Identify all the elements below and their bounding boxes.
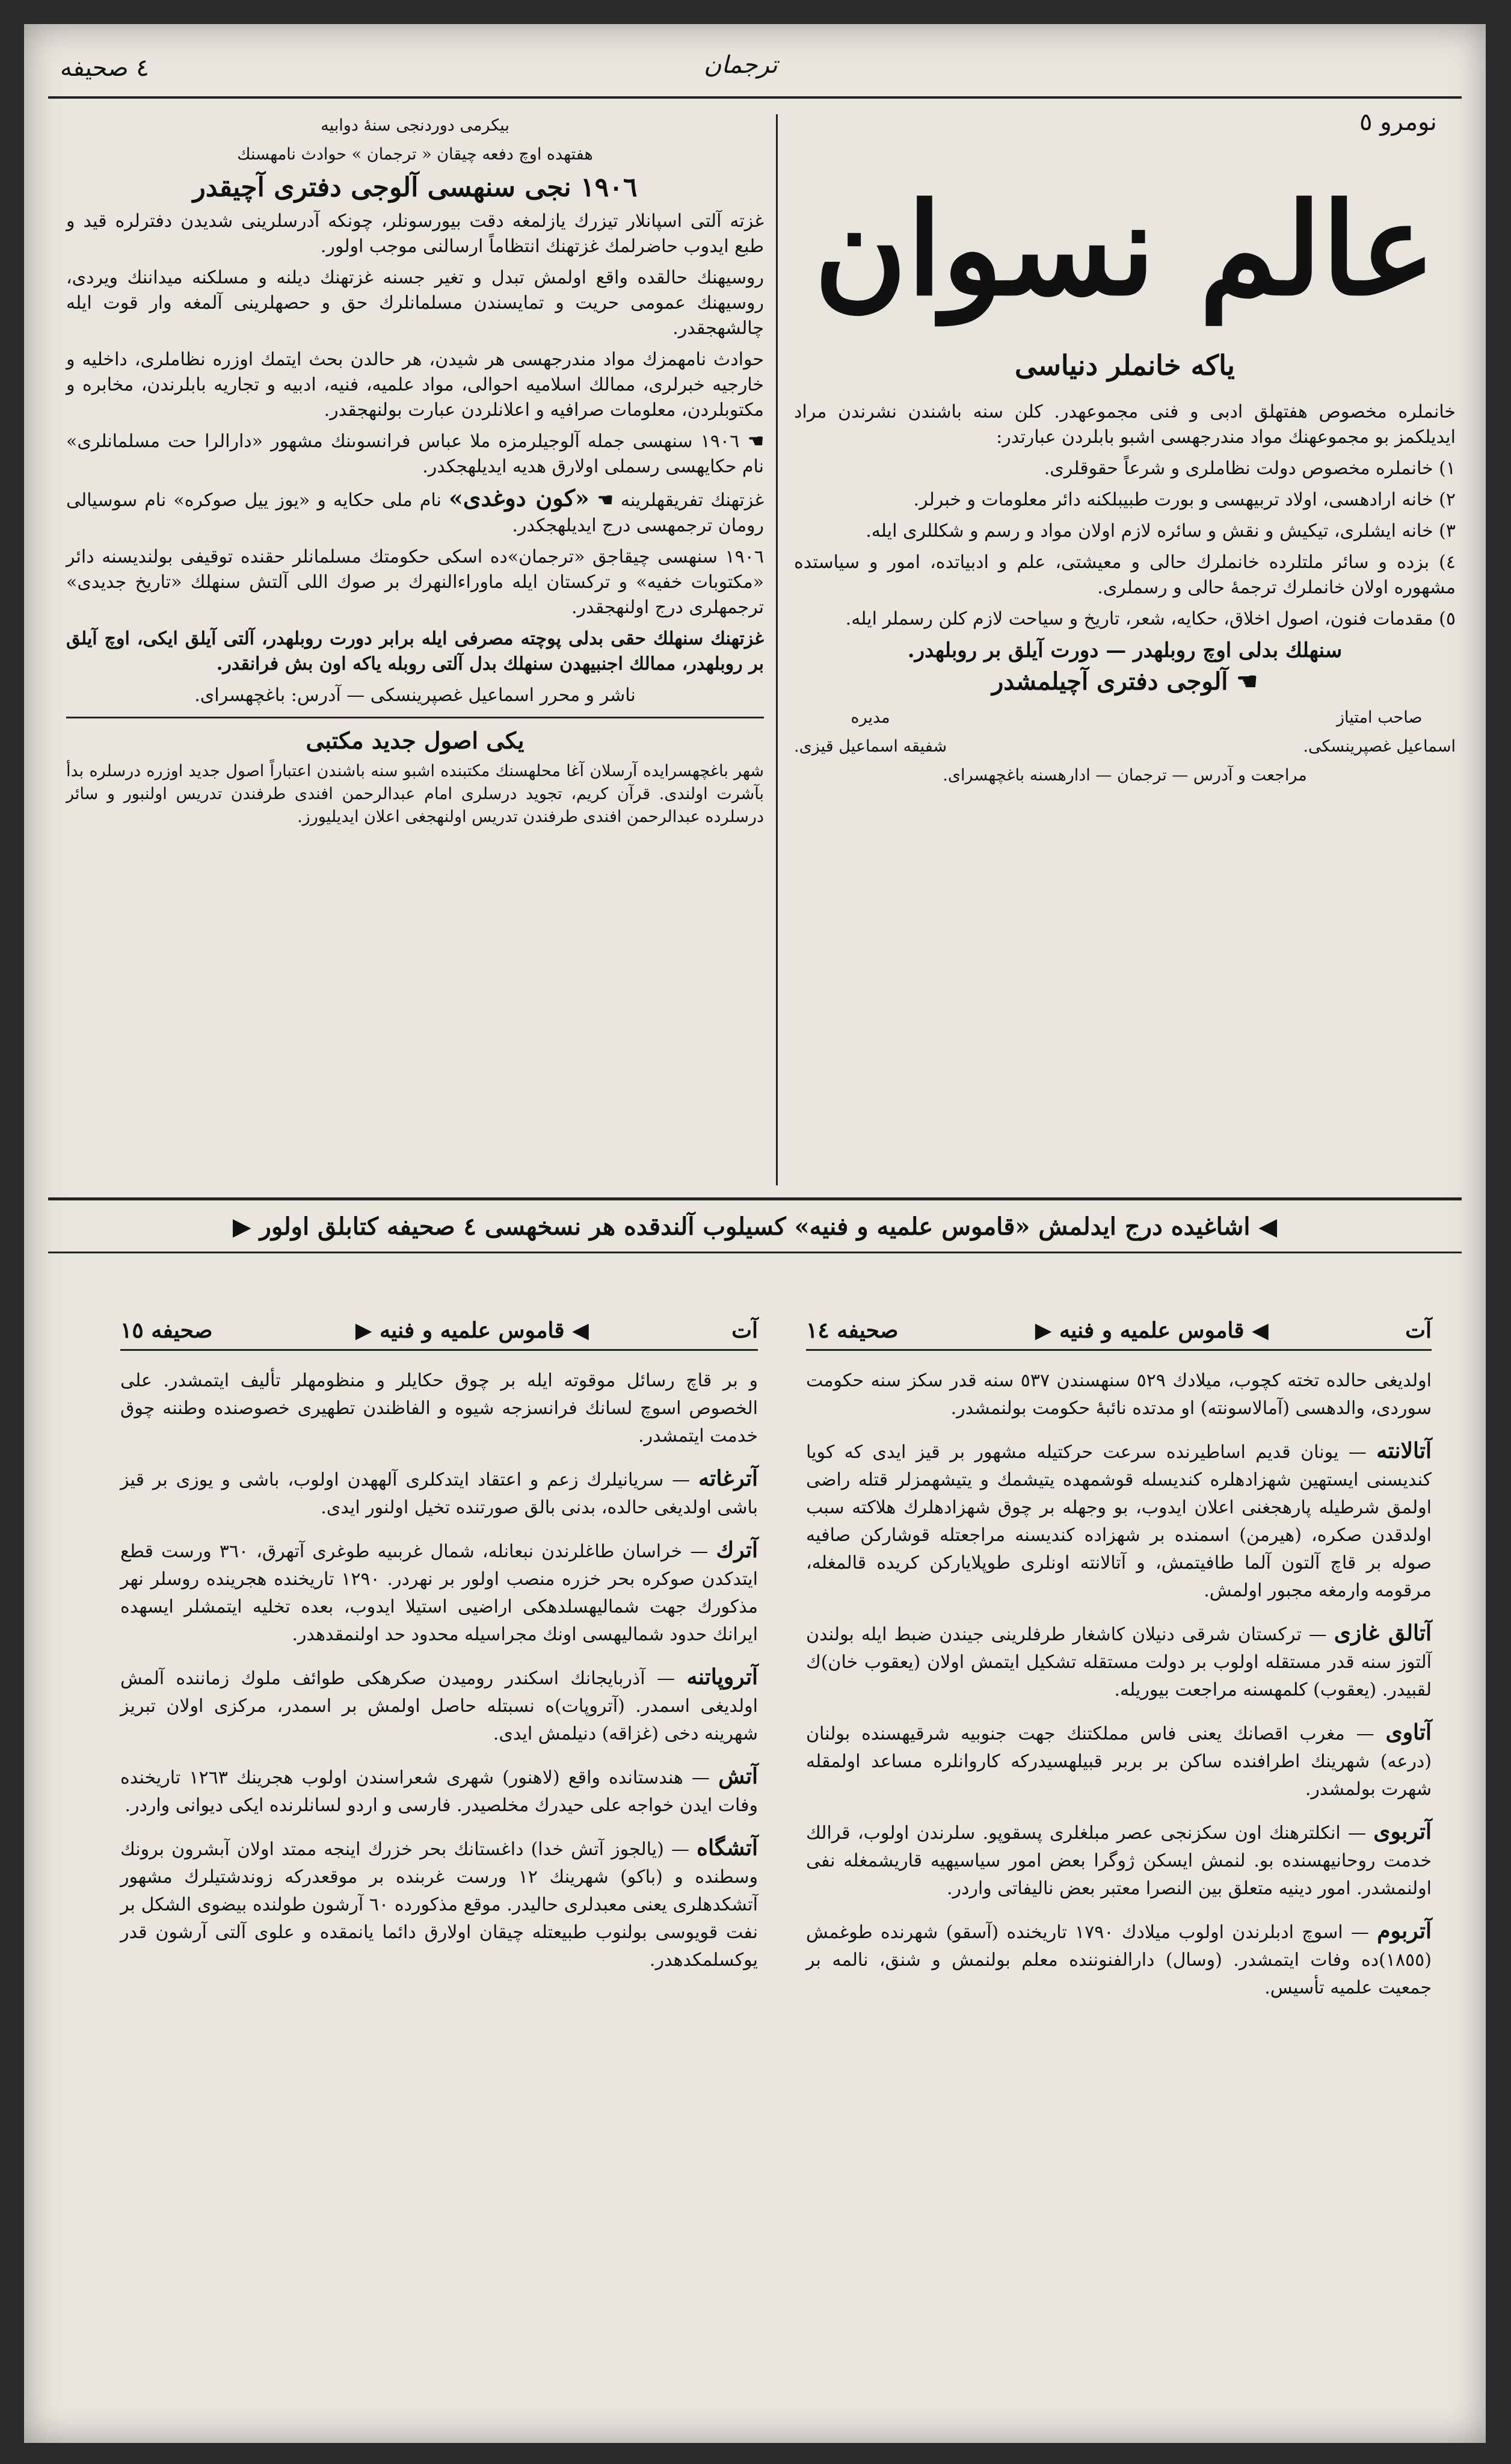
dict-left-letter: آت bbox=[731, 1318, 758, 1343]
dictionary-banner bbox=[60, 1212, 1450, 1241]
top-rule bbox=[48, 96, 1462, 99]
dict-left-header bbox=[120, 1318, 758, 1351]
dict-left-entries bbox=[120, 1365, 758, 1974]
dict-entry bbox=[120, 1762, 758, 1820]
dict-text: — يونان قديم اساطيرنده سرعت حركتيله مشهور بر قيز ايدى كه كويا كنديسنى ايستهين شهزادهلره كنديسله قوشمهده يتيشمك و يتيشهمزلر قتله راضى اولمق شرطيله پارهجغنى اعلان ايدوب، بو وجهله بر چوق شهزادهلرك هلاكته سبب اولدقدن صكره، (هيرمن) اسمنده بر شهزاده كنديسنه مراجعتله قوشاركن صافيه صوله بر قاچ آلتون آلما طافيتمش، و آتالانته اونلرى طوپلاياركن كريده قالمغله، مرقومه وارمغه مجبور اولمش. bbox=[806, 1442, 1432, 1601]
dict-term: آترغاته bbox=[698, 1466, 759, 1491]
chevron-right-icon: ▶ bbox=[355, 1318, 380, 1343]
news-paragraph-1: غزته آلتى اسپانلار تيزرك يازلمغه دقت بيورسونلر، چونكه آدرسلرينى شديدن دفترلره قيد و طبع ايدوب حاضرلمك غزتهنك انتظاماً ارسالنى موجب اولور. bbox=[66, 211, 764, 257]
bullet-1 bbox=[66, 429, 764, 480]
subscription-heading-1906: ١٩٠٦ نجى سنهسى آلوجى دفترى آچيقدر bbox=[192, 172, 638, 203]
school-heading: يكى اصول جديد مكتبى bbox=[306, 727, 525, 754]
masthead-column bbox=[794, 114, 1456, 793]
dict-left-title: قاموس علميه و فنيه bbox=[379, 1318, 565, 1343]
dict-entry bbox=[806, 1818, 1432, 1903]
masthead-subscription-text: آلوجى دفترى آچيلمشدر bbox=[991, 667, 1228, 696]
dictionary-page-15 bbox=[120, 1318, 758, 1989]
dict-term: آتالانته bbox=[1376, 1438, 1432, 1463]
bullet-2-prefix: غزتهنك تفريقهلرينه bbox=[620, 490, 765, 511]
dict-term: آترك bbox=[716, 1537, 758, 1563]
dict-right-entries bbox=[806, 1365, 1432, 2002]
dict-text: و بر قاچ رسائل موقوته ايله بر چوق حكايلر و منظومهلر تأليف ايتمشدر. على الخصوص اسوچ لسانك فرانسزجه شيوه و الفاظندن تطهيرى خصوصنده وطننه چوق خدمت ايتمشدر. bbox=[120, 1370, 758, 1447]
dict-entry bbox=[120, 1834, 758, 1974]
pointing-hand-icon: ☚ bbox=[589, 490, 614, 511]
dict-text: — تركستان شرقى دنيلان كاشغار طرفلرينى جيندن ضبط ايله بولندن آلتوز سنه قدر مستقله اولوب بر دولت مستقله تشكيل ايتمش اولان (يعقوب خان)ك لقبيدر. (يعقوب) كلمهسنه مراجعت بيوريله. bbox=[806, 1624, 1432, 1700]
masthead-subtitle: ياكه خانملر دنياسى bbox=[1015, 349, 1235, 381]
dict-text: — سريانيلرك زعم و اعتقاد ايتدكلرى آلههدن اولوب، باشى و يوزى بر قيز باشى اولديغى حالده، بدنى بالق صورتنده تخيل اولنور ايدى. bbox=[120, 1469, 758, 1518]
dict-right-letter: آت bbox=[1405, 1318, 1432, 1343]
masthead-intro: خانملره مخصوص هفتهلق ادبى و فنى مجموعهدر. كلن سنه باشندن نشرندن مراد ايديلكمز بو مجموعهنك مواد مندرجهسى اشبو بابلردن عبارتدر: bbox=[794, 401, 1456, 448]
bullet-2-rest: نام ملى حكايه و «يوز ييل صوكره» نام سوسيالى رومان ترجمهسى درج ايديلهجكدر. bbox=[66, 490, 764, 536]
editor-name: شفيقه اسماعيل قيزى. bbox=[794, 737, 947, 756]
banner-text: اشاغيده درج ايدلمش «قاموس علميه و فنيه» كسيلوب آلندقده هر نسخهسى ٤ صحيفه كتابلق اولور bbox=[259, 1212, 1251, 1241]
dict-text: — اسوچ ادبلرندن اولوب ميلادك ١٧٩٠ تاريخنده (آسقو) شهرنده طوغمش (١٨٥٥)ده وفات ايتمشدر. (وسال) دارالفنوننده معلم بولنمش و شنق، نالمه بر جمعيت علميه تأسيس. bbox=[806, 1922, 1432, 1998]
masthead-subscription bbox=[794, 669, 1456, 694]
chevron-left-icon: ◀ bbox=[1250, 1212, 1278, 1241]
dict-entry bbox=[120, 1365, 758, 1450]
masthead-item-4: ٤) بزده و سائر ملتلرده خانملرك حالى و معيشتى، علم و ادبياتده، امور و سياستده مشهوره اولان خانملرك ترجمهٔ حالى و رسملرى. bbox=[794, 552, 1456, 598]
issue-number: نومرو ٥ bbox=[1359, 108, 1437, 136]
dict-left-title-wrap bbox=[355, 1318, 589, 1343]
dict-entry bbox=[806, 1365, 1432, 1422]
dict-text: — هندستانده واقع (لاهنور) شهرى شعراسندن اولوب هجرينك ١٢٦٣ تاريخنده وفات ايدن خواجه على حيدرك مخلصيدر. فارسى و اردو لسانلرنده ايكى ديوانى واردر. bbox=[120, 1767, 758, 1816]
chevron-left-icon: ◀ bbox=[1244, 1318, 1269, 1343]
dict-entry bbox=[806, 1718, 1432, 1803]
year-line: بيكرمى دوردنجى سنهٔ دوابيه bbox=[321, 116, 509, 135]
masthead-address: مراجعت و آدرس — ترجمان — ادارهسنه باغچهسراى. bbox=[943, 766, 1307, 785]
bullet-2-title: «كون دوغدى» bbox=[448, 484, 589, 511]
price-line: غزتهنك سنهلك حقى بدلى پوچته مصرفى ايله برابر دورت روبلهدر، آلتى آيلق ايكى، اوچ آيلق بر روبلهدر، ممالك اجنبيهدن سنهلك بدل آلتى روبله ياكه اون بش فرانقدر. bbox=[66, 628, 764, 675]
newspaper-page bbox=[24, 24, 1486, 2443]
dict-entry bbox=[120, 1663, 758, 1748]
upper-column-divider bbox=[776, 114, 778, 1185]
masthead-item-2: ٢) خانه ارادهسى، اولاد تربيهسى و بورت طبيبلكنه دائر معلومات و خبرلر. bbox=[913, 489, 1456, 510]
masthead-title: عالم نسوان bbox=[814, 175, 1436, 324]
dict-entry bbox=[120, 1465, 758, 1522]
pointing-hand-icon: ☚ bbox=[739, 431, 765, 452]
paragraph-1906: ١٩٠٦ سنهسى چيقاجق «ترجمان»ده اسكى حكومتك مسلمانلر حقنده توقيفى بولنديسنه دائر «مكتوبات خفيه» و تركستان ايله ماوراءالنهرك بر صوك اللى آلتش سنهلك «تاريخ جديدى» ترجمهلرى درج اولنهجقدر. bbox=[66, 546, 764, 618]
pointing-hand-icon: ☚ bbox=[1228, 667, 1258, 696]
masthead-item-1: ١) خانملره مخصوص دولت نظاملرى و شرعاً حقوقلرى. bbox=[1044, 458, 1456, 479]
school-text: شهر باغچهسرايده آرسلان آغا محلهسنك مكتبنده اشبو سنه باشندن اعتباراً اصول جديد اوزره درسلره بدأ بآشرت اولندى. قرآن كريم، تجويد درسلرى امام عبدالرحمن افندى طرفندن تدريس اولنبور و سائر درسلرده عبدالرحمن افندى طرفندن تدريس اولنهجغى اعلان ايديليورز. bbox=[66, 762, 764, 826]
dict-entry bbox=[120, 1536, 758, 1649]
newspaper-name-header: ترجمان bbox=[704, 51, 778, 79]
dict-left-page: صحيفه ١٥ bbox=[120, 1318, 213, 1343]
chevron-right-icon: ▶ bbox=[232, 1212, 260, 1241]
owner-name: اسماعيل غصپرينسكى. bbox=[1303, 737, 1456, 756]
left-news-column bbox=[66, 114, 764, 835]
news-paragraph-2: روسيهنك حالقده واقع اولمش تبدل و تغير جسنه غزتهنك ديلنه و مسلكنه ميداننك ويردى، روسيهنك عمومى حريت و تمايسندن مسلمانلرك حق و حصهلرينى آلمغه وار قوت ايله چالشهجقدر. bbox=[66, 267, 764, 339]
chevron-left-icon: ◀ bbox=[564, 1318, 589, 1343]
dict-text: — (يالجوز آتش خدا) داغستانك بحر خزرك اينجه ممتد اولان آبشرون برونك وسطنده و (باكو) شهرينك ١٢ ورست غربنده بر موقعدرکه زوندشتيلرك مشهور آتشكدهلرى يعنى معبدلرى حاليدر. موقع مذكورده ٦٠ آرشون طولنده بيضوى الشكل بر نفت قويوسى بولنوب طبيعتله چيقان اولارق دائما يانمقده و علوى آلتى آرشون قدر يوكسلمكدهدر. bbox=[120, 1839, 759, 1971]
dict-entry bbox=[806, 1437, 1432, 1605]
owner-label: صاحب امتياز bbox=[1336, 708, 1423, 727]
dict-right-header bbox=[806, 1318, 1432, 1351]
masthead-item-5: ٥) مقدمات فنون، اصول اخلاق، حكايه، شعر، تاريخ و سياحت لازم كلن رسملر ايله. bbox=[845, 608, 1456, 629]
dict-term: آتربوى bbox=[1373, 1819, 1432, 1844]
publisher-line: ناشر و محرر اسماعيل غصپرينسكى — آدرس: باغچهسراى. bbox=[194, 685, 636, 706]
page-label: ٤ صحيفه bbox=[60, 54, 149, 82]
editor-credit bbox=[794, 706, 947, 764]
dict-term: آتالق غازى bbox=[1334, 1620, 1432, 1646]
masthead-item-3: ٣) خانه ايشلرى، تيكيش و نقش و سائره لازم اولان مواد و رسم و شكللرى ايله. bbox=[866, 520, 1456, 542]
dict-text: — مغرب اقصانك يعنى فاس مملكتنك جهت جنوبيه شرقيهسنده بولنان (درعه) شهرينك اطرافنده ساكن بر بربر قبيلهسيدركه كاروانلره مساعد اولمقله شهرت بولمشدر. bbox=[806, 1723, 1432, 1800]
chevron-right-icon: ▶ bbox=[1035, 1318, 1059, 1343]
dict-entry bbox=[806, 1917, 1432, 2002]
dict-text: — خراسان طاغلرندن نبعانله، شمال غربىيه طوغرى آتهرق، ٣٦٠ ورست قطع ايتدكدن صوكره بحر خزره منصب اولور بر نهردر. ١٢٩٠ تاريخنده هجرينده روسلر نهر مذكورك جهت شماليهسلدهكى اراضيى استيلا ايدوب، بعده تخليه ايتمشلر ايسهده ايرانك حدود شماليهسى اونك مجراسيله محدود حد اولنمقدهدر. bbox=[120, 1541, 758, 1645]
dict-term: آتشگاه bbox=[697, 1835, 758, 1860]
masthead-price: سنهلك بدلى اوچ روبلهدر — دورت آيلق بر روبلهدر. bbox=[907, 638, 1343, 662]
dict-text: — انكلترهنك اون سكزنجى عصر مبلغلرى پسقوپو. سلرندن اولوب، قرالك خدمت روحانيهسنده بو. لنمش ايسكن ژوگرا بعض امور سياسيهيه قاريشمغله نفى اولنمشدر. امور دينيه متعلق بين النصرا معتبر بعض ناليفاتى واردر. bbox=[806, 1823, 1432, 1899]
bullet-2 bbox=[66, 486, 764, 539]
dict-text: اولديغى حالده تخته كچوب، ميلادك ٥٢٩ سنهسندن ٥٣٧ سنه قدر سكز سنه حكومت سوردى، والدهسى (آمالاسونته) او مدتده نائبهٔ حكومت بولنمشدر. bbox=[806, 1370, 1432, 1419]
dict-term: آتش bbox=[718, 1764, 758, 1789]
bullet-1-text: ١٩٠٦ سنهسى جمله آلوجيلرمزه ملا عباس فرانسوىنك مشهور «دارالرا حت مسلمانلرى» نام حكايهسى رسملى اولارق هديه ايديلهجكدر. bbox=[66, 431, 764, 477]
sub-line: هفتهده اوچ دفعه چيقان « ترجمان » حوادث نامهسنك bbox=[237, 145, 593, 164]
dict-term: آتاوى bbox=[1385, 1720, 1432, 1745]
owner-credit bbox=[1303, 706, 1456, 764]
dict-right-title-wrap bbox=[1035, 1318, 1269, 1343]
dict-entry bbox=[806, 1619, 1432, 1704]
dict-term: آتربوم bbox=[1377, 1918, 1432, 1944]
dictionary-page-14 bbox=[806, 1318, 1432, 2016]
dict-text: — آذربايجانك اسكندر روميدن صكرهكى طوائف ملوك زماننده آلمش اولديغى اسمدر. (آتروپات)ه نسبتله حاصل اولمش بر اسمدر، مركزى اولان تبريز شهرينه دخى (غزاقه) دنيلمش ايدى. bbox=[120, 1668, 758, 1744]
news-paragraph-3: حوادث نامهمزك مواد مندرجهسى هر شيدن، هر حالدن بحث ايتمك اوزره نظاملرى، داخليه و خارجيه خبرلرى، ممالك اسلاميه احوالى، مواد علميه، فنيه، ادبيه و تجاريه بابلرندن، مخابره و مكتوبلردن، معلومات صرافيه و اعلانلردن عبارت بولنهجقدر. bbox=[66, 349, 764, 421]
dict-right-page: صحيفه ١٤ bbox=[806, 1318, 899, 1343]
school-rule bbox=[66, 717, 764, 718]
dict-term: آتروپاتنه bbox=[686, 1664, 758, 1690]
banner-top-rule bbox=[48, 1197, 1462, 1200]
dict-right-title: قاموس علميه و فنيه bbox=[1059, 1318, 1245, 1343]
banner-bottom-rule bbox=[48, 1252, 1462, 1253]
editor-label: مديره bbox=[851, 708, 890, 727]
masthead-credits bbox=[794, 706, 1456, 764]
